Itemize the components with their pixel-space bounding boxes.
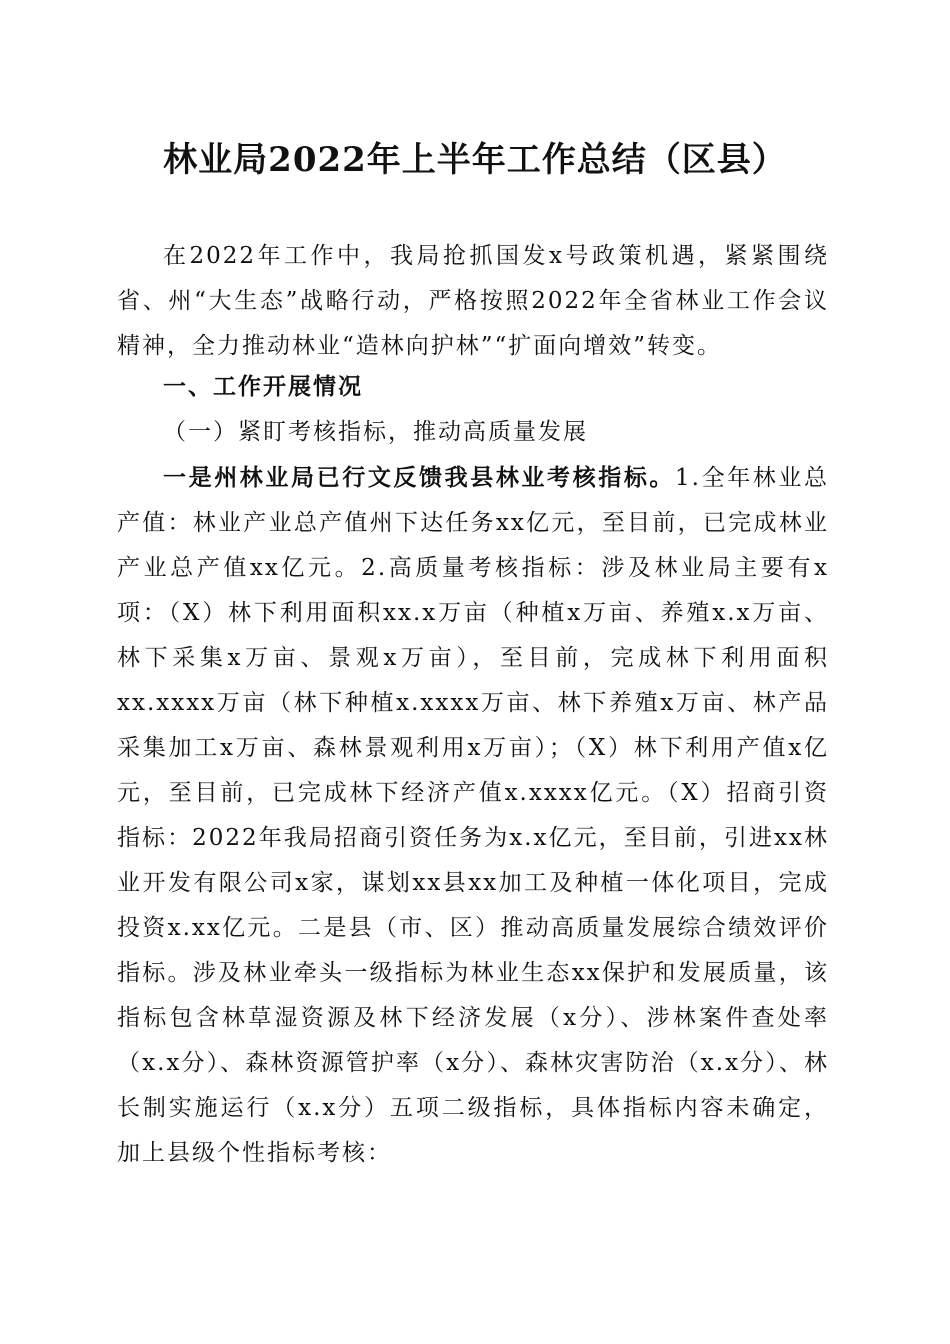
section-heading: 一、工作开展情况	[163, 373, 363, 400]
intro-paragraph: 在2022年工作中，我局抢抓国发x号政策机遇，紧紧围绕省、州“大生态”战略行动，严格按照2022年全省林业工作会议精神，全力推动林业“造林向护林”“扩面向增效”转变。	[117, 243, 829, 359]
subsection-heading: （一）紧盯考核指标，推动高质量发展	[163, 419, 588, 445]
paragraph-body-text: 1.全年林业总产值：林业产业总产值州下达任务xx亿元，至目前，已完成林业产业总产值xx亿元。2.高质量考核指标：涉及林业局主要有x项：（X）林下利用面积xx.x万亩（种植x万亩、养殖x.x万亩、林下采集x万亩、景观x万亩），至目前，完成林下利用面积xx.xxxx万亩（林下种植x.xxxx万亩、林下养殖x万亩、林产品采集加工x万亩、森林景观利用x万亩）；（X）林下利用产值x亿元，至目前，已完成林下经济产值x.xxxx亿元。（X）招商引资指标：2022年我局招商引资任务为x.x亿元，至目前，引进xx林业开发有限公司x家，谋划xx县xx加工及种植一体化项目，完成投资x.xx亿元。二是县（市、区）推动高质量发展综合绩效评价指标。涉及林业牵头一级指标为林业生态xx保护和发展质量，该指标包含林草湿资源及林下经济发展（x分）、涉林案件查处率（x.x分）、森林资源管护率（x分）、森林灾害防治（x.x分）、林长制实施运行（x.x分）五项二级指标，具体指标内容未确定，加上县级个性指标考核：	[117, 465, 829, 1166]
paragraph-lead-sentence: 一是州林业局已行文反馈我县林业考核指标。	[163, 464, 676, 491]
document-title: 林业局2022年上半年工作总结（区县）	[163, 140, 787, 180]
body-paragraph	[117, 455, 829, 1175]
